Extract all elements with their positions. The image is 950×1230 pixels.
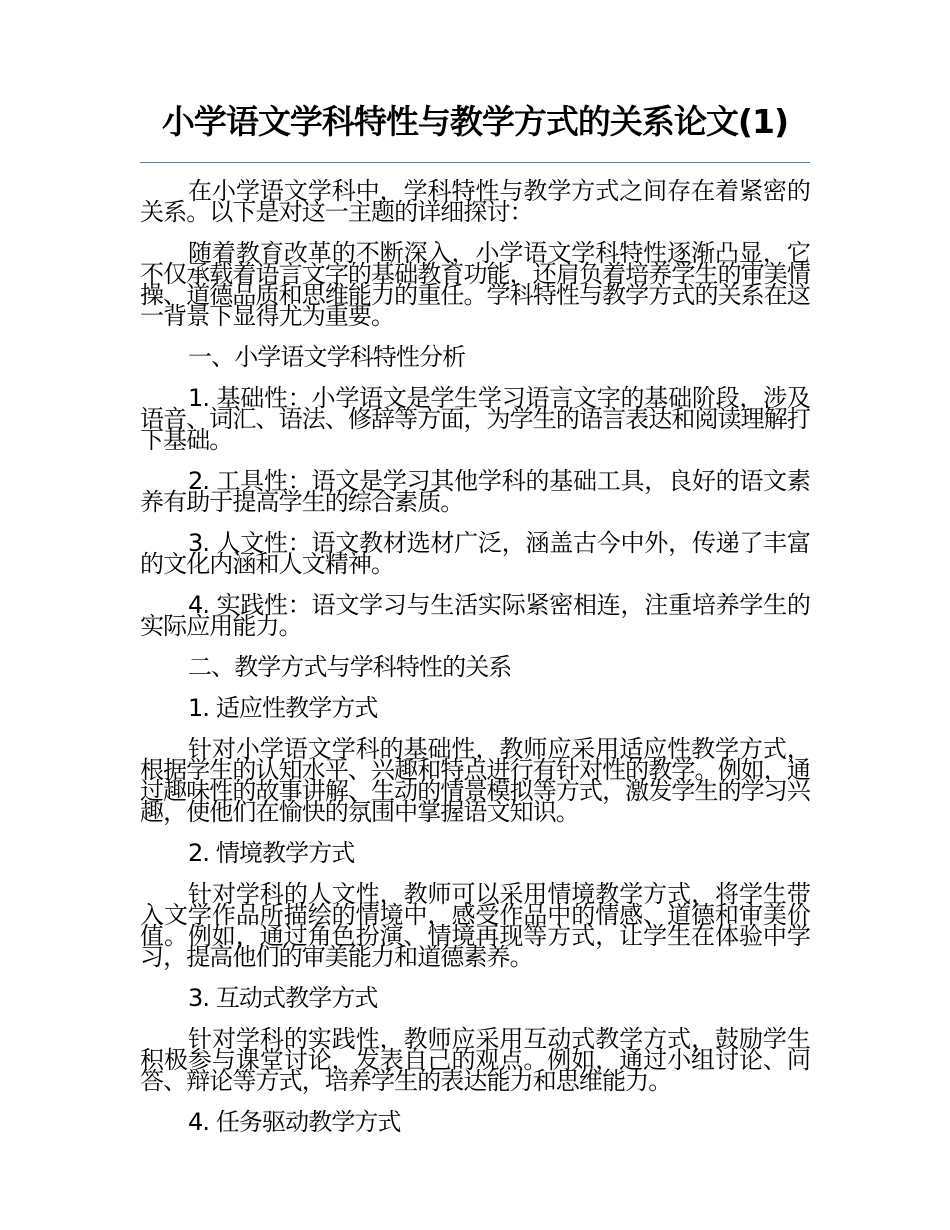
subheading-task-driven: 4. 任务驱动教学方式	[188, 1108, 401, 1136]
section-heading-2: 二、教学方式与学科特性的关系	[188, 653, 512, 681]
background-paragraph: 随着教育改革的不断深入，小学语文学科特性逐渐凸显，它不仅承载着语言文字的基础教育功能，还肩负着培养学生的审美情操、道德品质和思维能力的重任。学科特性与教学方式的关系在这一背景下显得尤为重要。	[140, 239, 810, 330]
adaptive-paragraph: 针对小学语文学科的基础性，教师应采用适应性教学方式，根据学生的认知水平、兴趣和特点进行有针对性的教学。例如，通过趣味性的故事讲解、生动的情景模拟等方式，激发学生的学习兴趣，使他们在愉快的氛围中掌握语文知识。	[140, 735, 810, 826]
trait-basic-paragraph: 1. 基础性：小学语文是学生学习语言文字的基础阶段，涉及语音、词汇、语法、修辞等方面，为学生的语言表达和阅读理解打下基础。	[140, 384, 810, 454]
section-heading-1: 一、小学语文学科特性分析	[188, 343, 466, 371]
document-page	[140, 100, 810, 1153]
trait-humanistic-paragraph: 3. 人文性：语文教材选材广泛，涵盖古今中外，传递了丰富的文化内涵和人文精神。	[140, 529, 810, 578]
subheading-situational: 2. 情境教学方式	[188, 839, 355, 867]
subheading-adaptive: 1. 适应性教学方式	[188, 694, 378, 722]
title-underline	[140, 162, 810, 163]
intro-paragraph: 在小学语文学科中，学科特性与教学方式之间存在着紧密的关系。以下是对这一主题的详细探讨：	[140, 177, 810, 226]
interactive-paragraph: 针对学科的实践性，教师应采用互动式教学方式，鼓励学生积极参与课堂讨论，发表自己的观点。例如，通过小组讨论、问答、辩论等方式，培养学生的表达能力和思维能力。	[140, 1025, 810, 1095]
trait-tool-paragraph: 2. 工具性：语文是学习其他学科的基础工具，良好的语文素养有助于提高学生的综合素质。	[140, 467, 810, 516]
subheading-interactive: 3. 互动式教学方式	[188, 984, 378, 1012]
trait-practical-paragraph: 4. 实践性：语文学习与生活实际紧密相连，注重培养学生的实际应用能力。	[140, 591, 810, 640]
document-title: 小学语文学科特性与教学方式的关系论文(1)	[161, 102, 789, 141]
situational-paragraph: 针对学科的人文性，教师可以采用情境教学方式，将学生带入文学作品所描绘的情境中，感受作品中的情感、道德和审美价值。例如，通过角色扮演、情境再现等方式，让学生在体验中学习，提高他们的审美能力和道德素养。	[140, 880, 810, 971]
